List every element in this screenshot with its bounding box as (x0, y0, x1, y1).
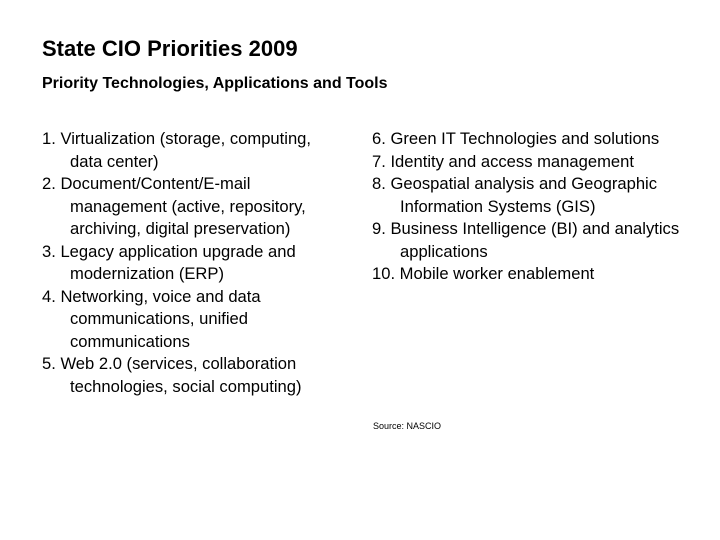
priority-list-left (42, 128, 342, 398)
priority-item-9: 9. Business Intelligence (BI) and analytics applications (372, 219, 680, 261)
priority-item-5: 5. Web 2.0 (services, collaboration technologies, social computing) (42, 354, 302, 396)
priority-item-3: 3. Legacy application upgrade and modernization (ERP) (42, 241, 296, 283)
priority-item-6: 6. Green IT Technologies and solutions (372, 129, 660, 148)
priority-list-right (372, 128, 682, 286)
priority-item-10: 10. Mobile worker enablement (372, 264, 595, 283)
priority-item-7: 7. Identity and access management (372, 151, 634, 171)
priority-item-8: 8. Geospatial analysis and Geographic Information Systems (GIS) (372, 174, 658, 216)
slide-title: State CIO Priorities 2009 (42, 36, 298, 61)
priority-item-4: 4. Networking, voice and data communications, unified communications (42, 286, 261, 351)
priority-item-2: 2. Document/Content/E-mail management (active, repository, archiving, digital preservation) (42, 174, 306, 238)
slide-subtitle: Priority Technologies, Applications and Tools (42, 75, 388, 92)
source-note: Source: NASCIO (373, 421, 442, 431)
priority-item-1: 1. Virtualization (storage, computing, data center) (42, 129, 312, 171)
